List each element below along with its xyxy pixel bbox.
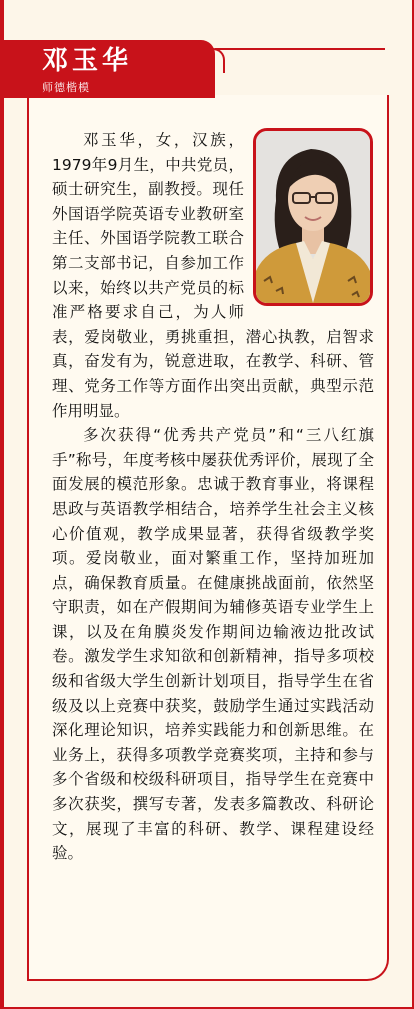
- banner-rule-line: [215, 48, 385, 50]
- left-border: [0, 0, 4, 1009]
- photo-spacer: [244, 128, 374, 316]
- banner-corner-line: [200, 48, 225, 73]
- honor-title: 师德楷模: [42, 81, 90, 94]
- person-name: 邓玉华: [42, 46, 133, 76]
- biography-text: [52, 128, 374, 866]
- bio-paragraph-2: 多次获得“优秀共产党员”和“三八红旗手”称号，年度考核中屡获优秀评价，展现了全面发展的模范形象。忠诚于教育事业，将课程思政与英语教学相结合，培养学生社会主义核心价值观，教学成果显著，获得省级教学奖项。爱岗敬业，面对繁重工作，坚持加班加点，确保教育质量。在健康挑战面前，依然坚守职责，如在产假期间为辅修英语专业学生上课，以及在角膜炎发作期间边输液边批改试卷。激发学生求知欲和创新精神，指导多项校级和省级大学生创新计划项目，指导学生在省级及以上竞赛中获奖，鼓励学生通过实践活动深化理论知识，培养实践能力和创新思维。在业务上，获得多项教学竞赛奖项，主持和参与多个省级和校级科研项目，指导学生在竞赛中多次获奖，撰写专著，发表多篇教改、科研论文，展现了丰富的科研、教学、课程建设经验。: [52, 426, 374, 863]
- bio-paragraph-1: 邓玉华，女，汉族，1979年9月生，中共党员，硕士研究生，副教授。现任外国语学院英语专业教研室主任、外国语学院教工联合第二支部书记，自参加工作以来，始终以共产党员的标准严格要求自己，为人师表，爱岗敬业，勇挑重担，潜心执教，启智求真，奋发有为，锐意进取，在教学、科研、管理、党务工作等方面作出突出贡献，典型示范作用明显。: [52, 131, 374, 420]
